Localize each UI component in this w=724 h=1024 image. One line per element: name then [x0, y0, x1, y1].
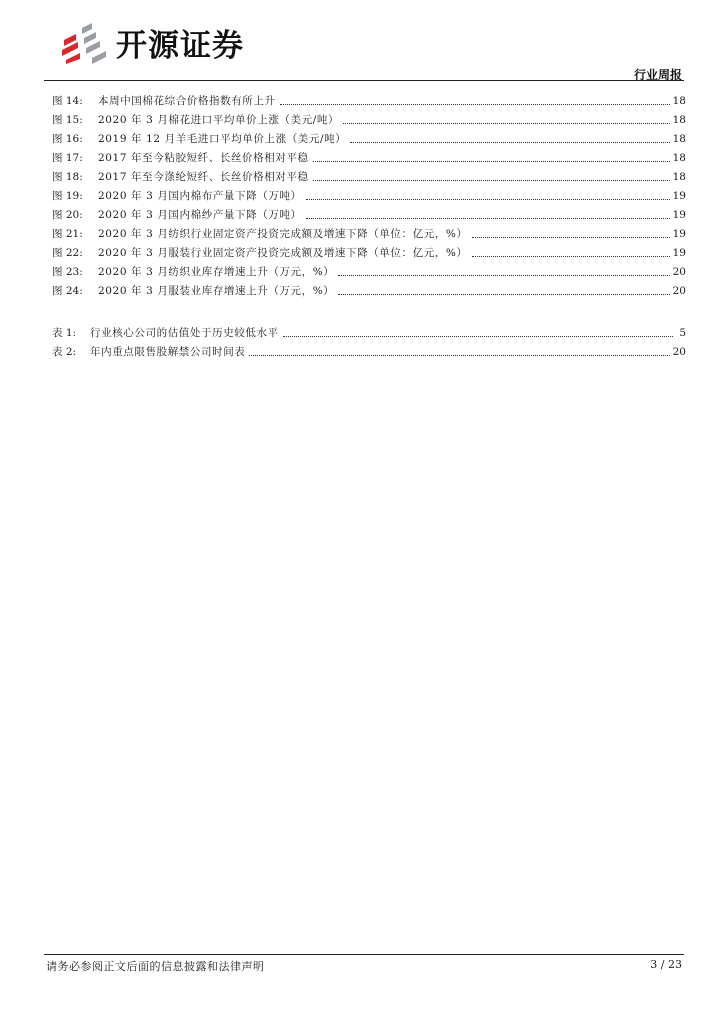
report-type-label: 行业周报: [633, 68, 682, 82]
figure-label: 图 22:: [52, 247, 83, 259]
dot-leader: [313, 180, 670, 181]
toc-entry-figure-22[interactable]: [52, 241, 686, 260]
figure-title: 2020 年 3 月棉花进口平均单价上涨（美元/吨）: [98, 114, 340, 126]
toc-entry-figure-23[interactable]: [52, 260, 686, 279]
page-number: 19: [672, 190, 686, 202]
figure-title: 2017 年至今粘胶短纤、长丝价格相对平稳: [98, 152, 309, 164]
figure-title: 2020 年 3 月服装业库存增速上升（万元，%）: [98, 285, 335, 297]
table-title: 行业核心公司的估值处于历史较低水平: [90, 327, 279, 339]
figure-title: 2017 年至今涤纶短纤、长丝价格相对平稳: [98, 171, 309, 183]
dot-leader: [306, 199, 670, 200]
page-number: 18: [672, 133, 686, 145]
page-number: 20: [672, 346, 686, 358]
figure-title: 2020 年 3 月国内棉纱产量下降（万吨）: [98, 209, 302, 221]
table-label: 表 1:: [52, 327, 77, 339]
figure-title: 2020 年 3 月纺织行业固定资产投资完成额及增速下降（单位：亿元，%）: [98, 228, 468, 240]
table-list: [52, 321, 686, 359]
figure-label: 图 17:: [52, 152, 83, 164]
dot-leader: [280, 104, 670, 105]
toc-entry-figure-15[interactable]: [52, 108, 686, 127]
dot-leader: [343, 123, 670, 124]
toc-entry-figure-20[interactable]: [52, 203, 686, 222]
page-number: 19: [672, 228, 686, 240]
page-number: 18: [672, 171, 686, 183]
page-number: 19: [672, 209, 686, 221]
figure-label: 图 23:: [52, 266, 83, 278]
figure-title: 2020 年 3 月国内棉布产量下降（万吨）: [98, 190, 302, 202]
toc-entry-figure-17[interactable]: [52, 146, 686, 165]
dot-leader: [283, 336, 673, 337]
company-logo: [62, 20, 244, 64]
page-number: 20: [672, 285, 686, 297]
figure-title: 2019 年 12 月羊毛进口平均单价上涨（美元/吨）: [98, 133, 347, 145]
table-title: 年内重点限售股解禁公司时间表: [90, 346, 246, 358]
toc-entry-figure-19[interactable]: [52, 184, 686, 203]
page-number: 18: [672, 114, 686, 126]
dot-leader: [338, 294, 669, 295]
figure-title: 2020 年 3 月纺织业库存增速上升（万元，%）: [98, 266, 335, 278]
figure-label: 图 15:: [52, 114, 83, 126]
header-divider: [44, 80, 684, 81]
logo-text: 开源证券: [116, 27, 244, 64]
page-number: 20: [672, 266, 686, 278]
table-label: 表 2:: [52, 346, 77, 358]
page-number: 18: [672, 152, 686, 164]
figure-list: [52, 89, 686, 298]
figure-title: 本周中国棉花综合价格指数有所上升: [98, 95, 276, 107]
toc-entry-table-1[interactable]: [52, 321, 686, 340]
figure-title: 2020 年 3 月服装行业固定资产投资完成额及增速下降（单位：亿元，%）: [98, 247, 468, 259]
dot-leader: [306, 218, 670, 219]
dot-leader: [313, 161, 670, 162]
toc-entry-figure-21[interactable]: [52, 222, 686, 241]
toc-entry-figure-14[interactable]: [52, 89, 686, 108]
figure-label: 图 16:: [52, 133, 83, 145]
toc-entry-figure-24[interactable]: [52, 279, 686, 298]
figure-label: 图 18:: [52, 171, 83, 183]
toc-entry-figure-16[interactable]: [52, 127, 686, 146]
dot-leader: [472, 256, 670, 257]
toc-entry-figure-18[interactable]: [52, 165, 686, 184]
footer-page-number: 3 / 23: [650, 958, 682, 971]
figure-label: 图 14:: [52, 95, 83, 107]
page-number: 19: [672, 247, 686, 259]
footer-divider: [44, 954, 684, 955]
dot-leader: [350, 142, 669, 143]
dot-leader: [338, 275, 669, 276]
disclaimer-notice: 请务必参阅正文后面的信息披露和法律声明: [46, 960, 265, 973]
page-number: 5: [679, 327, 686, 339]
dot-leader: [249, 355, 669, 356]
dot-leader: [472, 237, 670, 238]
toc-entry-table-2[interactable]: [52, 340, 686, 359]
page-number: 18: [672, 95, 686, 107]
logo-mark-icon: [62, 20, 108, 64]
figure-label: 图 21:: [52, 228, 83, 240]
figure-label: 图 19:: [52, 190, 83, 202]
figure-label: 图 20:: [52, 209, 83, 221]
figure-label: 图 24:: [52, 285, 83, 297]
